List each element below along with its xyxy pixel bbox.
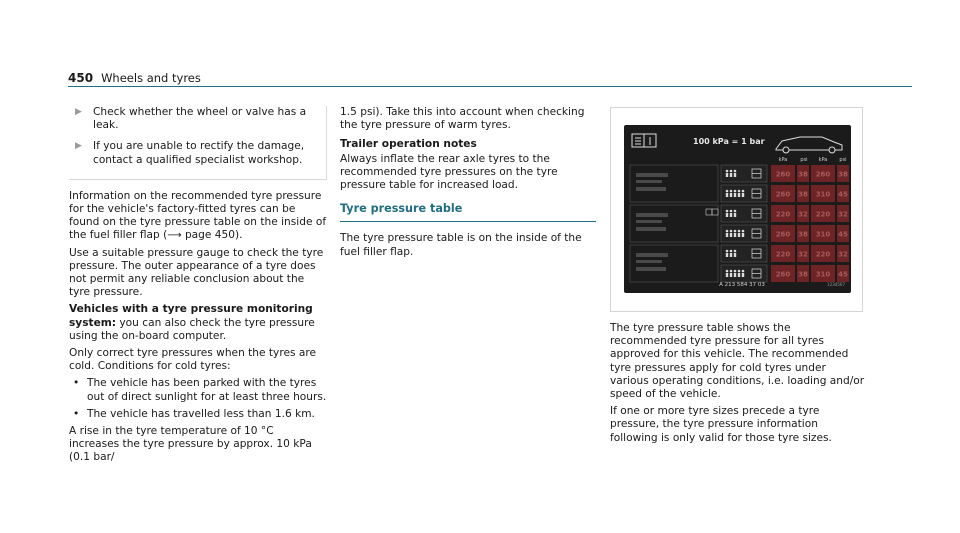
paragraph: 1.5 psi). Take this into account when checking the tyre pressure of warm tyres. <box>340 106 585 132</box>
pressure-value: 260 <box>775 230 791 239</box>
pressure-value: 310 <box>815 270 831 279</box>
figure-code: 1234567 <box>827 282 845 287</box>
manual-small-icon <box>712 209 718 215</box>
person-icon <box>734 230 737 233</box>
person-icon <box>734 233 736 237</box>
unit-label: psi <box>800 157 808 163</box>
person-icon <box>730 213 732 217</box>
tyre-size-text-bar <box>636 260 662 263</box>
person-icon <box>742 230 745 233</box>
pressure-value: 260 <box>775 170 791 179</box>
bullet-icon: • <box>73 407 80 420</box>
triangle-bullet-icon: ▶ <box>75 107 82 117</box>
pressure-value: 38 <box>798 190 808 199</box>
page-reference-link[interactable]: page 450). <box>184 229 243 242</box>
section-heading: Tyre pressure table <box>340 202 596 222</box>
paragraph: The tyre pressure table shows the recommended tyre pressure for all tyres approved for this vehicle. The recommended tyre pressures apply for cold tyres under various operating conditions, i.e. loading and/or speed of the vehicle. <box>610 322 865 401</box>
tyre-size-text-bar <box>636 187 666 191</box>
person-icon <box>738 193 740 197</box>
pressure-value: 32 <box>798 250 808 259</box>
ratio-text: 100 kPa = 1 bar <box>693 137 765 146</box>
list-item <box>69 377 327 403</box>
paragraph: Use a suitable pressure gauge to check the tyre pressure. The outer appearance of a tyre does not permit any reliable conclusion about the tyre pressure. <box>69 246 324 299</box>
paragraph <box>69 190 327 243</box>
list-item-text: The vehicle has travelled less than 1.6 km. <box>87 407 315 420</box>
person-icon <box>734 210 737 213</box>
tyre-group-box <box>630 205 718 242</box>
pressure-value: 38 <box>798 270 808 279</box>
person-icon <box>726 253 728 257</box>
tyre-pressure-label <box>624 125 851 293</box>
chapter-title: Wheels and tyres <box>101 71 201 85</box>
bold-lead: Vehicles with a tyre pressure monitoring system: <box>69 303 313 329</box>
person-icon <box>726 173 728 177</box>
person-icon <box>730 270 733 273</box>
tyre-size-text-bar <box>636 180 662 183</box>
tyre-size-codes <box>630 165 718 282</box>
pressure-value-cells <box>771 165 849 282</box>
unit-label: kPa <box>778 157 788 163</box>
tyre-group-box <box>630 165 718 202</box>
header-rule <box>68 86 912 87</box>
tyre-size-text-bar <box>636 267 666 271</box>
person-icon <box>734 190 737 193</box>
person-icon <box>730 273 732 277</box>
person-icon <box>730 210 733 213</box>
tyre-pressure-figure <box>610 107 863 312</box>
pressure-value: 310 <box>815 190 831 199</box>
person-icon <box>734 170 737 173</box>
person-icon <box>726 233 728 237</box>
pressure-value: 260 <box>775 190 791 199</box>
pressure-value: 260 <box>775 270 791 279</box>
column-2 <box>340 106 596 263</box>
pressure-value: 38 <box>798 170 808 179</box>
arrow-right-icon: ⟶ <box>167 230 182 242</box>
person-icon <box>726 193 728 197</box>
person-icon <box>734 193 736 197</box>
unit-labels <box>779 157 847 163</box>
person-icon <box>730 193 732 197</box>
load-icons <box>721 165 767 282</box>
pressure-value: 260 <box>815 170 831 179</box>
pressure-value: 220 <box>815 210 831 219</box>
person-icon <box>730 230 733 233</box>
person-icon <box>742 190 745 193</box>
person-icon <box>734 173 736 177</box>
person-icon <box>734 250 737 253</box>
person-icon <box>734 213 736 217</box>
person-icon <box>726 170 729 173</box>
person-icon <box>738 190 741 193</box>
tyre-group-box <box>630 245 718 282</box>
page-number: 450 <box>68 71 94 85</box>
manual-book-icon <box>632 134 656 147</box>
tyre-pressure-label-graphic <box>624 125 851 293</box>
bullet-icon: • <box>73 377 80 390</box>
paragraph: If one or more tyre sizes precede a tyre pressure, the tyre pressure information following is only valid for those tyre sizes. <box>610 405 832 444</box>
person-icon <box>730 250 733 253</box>
column-1 <box>69 106 327 469</box>
tyre-size-text-bar <box>636 227 666 231</box>
warning-note-box <box>69 106 327 180</box>
person-icon <box>730 173 732 177</box>
paragraph-text: you can also check the tyre pressure using the on-board computer. <box>69 316 315 342</box>
paragraph: Only correct tyre pressures when the tyres are cold. Conditions for cold tyres: <box>69 347 316 373</box>
note-text: Check whether the wheel or valve has a leak. <box>93 106 307 132</box>
manual-small-icon <box>706 209 712 215</box>
unit-label: psi <box>839 157 847 163</box>
pressure-value: 310 <box>815 230 831 239</box>
person-icon <box>742 193 744 197</box>
car-icon <box>776 137 842 153</box>
note-item <box>75 140 318 166</box>
pressure-value: 32 <box>838 210 848 219</box>
person-icon <box>730 233 732 237</box>
pressure-value: 45 <box>838 270 848 279</box>
person-icon <box>742 273 744 277</box>
person-icon <box>730 253 732 257</box>
list-item-text: The vehicle has been parked with the tyres out of direct sunlight for at least three hours. <box>87 377 327 403</box>
person-icon <box>730 170 733 173</box>
person-icon <box>742 270 745 273</box>
person-icon <box>738 233 740 237</box>
person-icon <box>726 213 728 217</box>
pressure-value: 32 <box>838 250 848 259</box>
person-icon <box>734 273 736 277</box>
list-item <box>69 408 327 421</box>
unit-label: kPa <box>818 157 828 163</box>
person-icon <box>734 253 736 257</box>
page-header <box>68 71 201 85</box>
part-number: A 213 584 37 03 <box>719 282 765 288</box>
person-icon <box>726 190 729 193</box>
paragraph-text: Information on the recommended tyre pressure for the vehicle's factory-fitted tyres can be found on the tyre pressure table on the inside of the fuel filler flap ( <box>69 189 327 242</box>
paragraph: Always inflate the rear axle tyres to the recommended tyre pressures on the tyre pressure table for increased load. <box>340 152 558 192</box>
pressure-value: 220 <box>815 250 831 259</box>
trailer-heading: Trailer operation notes <box>340 138 477 151</box>
person-icon <box>742 233 744 237</box>
pressure-value: 220 <box>775 250 791 259</box>
tyre-size-text-bar <box>636 173 668 177</box>
note-item <box>75 106 318 132</box>
person-icon <box>738 230 741 233</box>
paragraph <box>69 303 327 343</box>
person-icon <box>726 230 729 233</box>
tyre-size-text-bar <box>636 253 668 257</box>
triangle-bullet-icon: ▶ <box>75 141 82 152</box>
person-icon <box>726 250 729 253</box>
pressure-value: 38 <box>798 230 808 239</box>
person-icon <box>734 270 737 273</box>
person-icon <box>738 273 740 277</box>
column-3 <box>610 322 866 449</box>
pressure-value: 45 <box>838 230 848 239</box>
person-icon <box>738 270 741 273</box>
paragraph: A rise in the tyre temperature of 10 °C increases the tyre pressure by approx. 10 kPa (0.1 bar/ <box>69 425 312 464</box>
pressure-value: 45 <box>838 190 848 199</box>
person-icon <box>730 190 733 193</box>
pressure-value: 38 <box>838 170 848 179</box>
note-text: If you are unable to rectify the damage, contact a qualified specialist workshop. <box>93 140 305 166</box>
pressure-value: 220 <box>775 210 791 219</box>
person-icon <box>726 273 728 277</box>
tyre-size-text-bar <box>636 213 668 217</box>
tyre-size-text-bar <box>636 220 662 223</box>
pressure-value: 32 <box>798 210 808 219</box>
paragraph: The tyre pressure table is on the inside of the fuel filler flap. <box>340 232 582 258</box>
person-icon <box>726 210 729 213</box>
person-icon <box>726 270 729 273</box>
